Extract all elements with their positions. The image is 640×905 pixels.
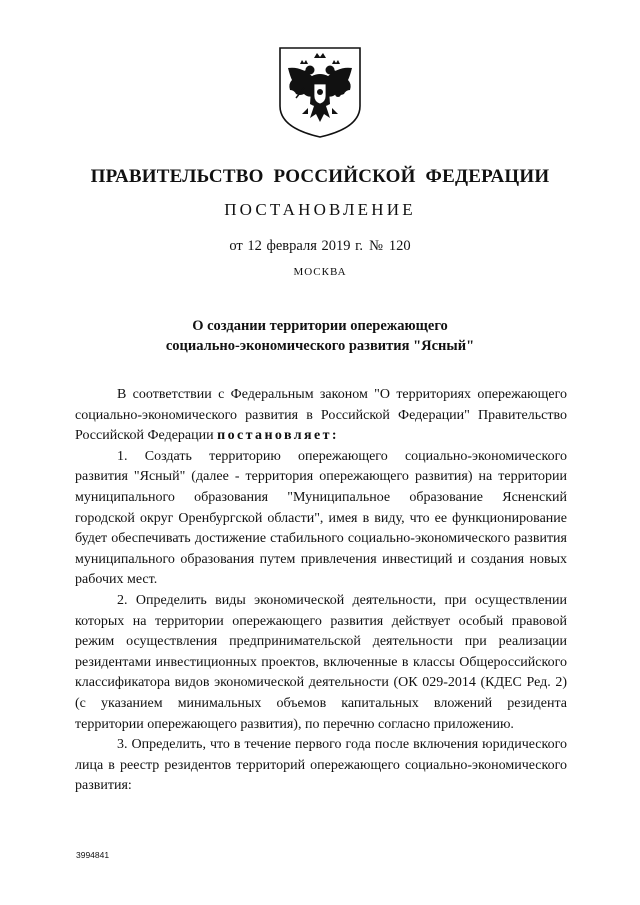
number-sign: № — [369, 238, 383, 254]
preamble-paragraph — [75, 385, 567, 447]
heading-line-2: социально-экономического развития "Ясный" — [165, 338, 475, 354]
document-date: от 12 февраля 2019 г. — [229, 238, 364, 254]
date-number-line — [0, 238, 640, 255]
city: МОСКВА — [293, 266, 347, 278]
document-body — [75, 385, 567, 797]
preamble-text: В соответствии с Федеральным законом "О территориях опережающего социально-экономического развития в Российской Федерации" Правительство Российской Федерации — [75, 387, 567, 444]
paragraph-3: 3. Определить, что в течение первого года после включения юридического лица в реестр резидентов территорий опережающего социально-экономического развития: — [75, 737, 567, 794]
heading-line-1: О создании территории опережающего — [192, 318, 448, 334]
paragraph-1: 1. Создать территорию опережающего социально-экономического развития "Ясный" (далее - территория опережающего развития) на территории муниципального образования "Муниципальное образование Ясненский городской округ Оренбургской области", имея в виду, что ее функционирование будет обеспечивать достижение стабильного социально-экономического развития муниципального образования путем привлечения инвестиций и создания новых рабочих мест. — [75, 448, 567, 588]
document-code: 3994841 — [76, 850, 110, 860]
resolves-word: постановляет: — [217, 428, 339, 444]
government-title: ПРАВИТЕЛЬСТВО РОССИЙСКОЙ ФЕДЕРАЦИИ — [90, 166, 550, 187]
document-number: 120 — [388, 238, 411, 254]
coat-of-arms-icon — [274, 44, 366, 140]
document-heading — [0, 316, 640, 356]
document-type: ПОСТАНОВЛЕНИЕ — [224, 200, 416, 219]
paragraph-2: 2. Определить виды экономической деятельности, при осуществлении которых на территории опережающего развития действует особый правовой режим осуществления предпринимательской деятельности при реализации резидентами инвестиционных проектов, включенные в классы Общероссийского классификатора видов экономической деятельности (ОК 029-2014 (КДЕС Ред. 2) (с указанием минимальных объемов капитальных вложений резидента территории опережающего развития), по перечню согласно приложению. — [75, 592, 567, 732]
